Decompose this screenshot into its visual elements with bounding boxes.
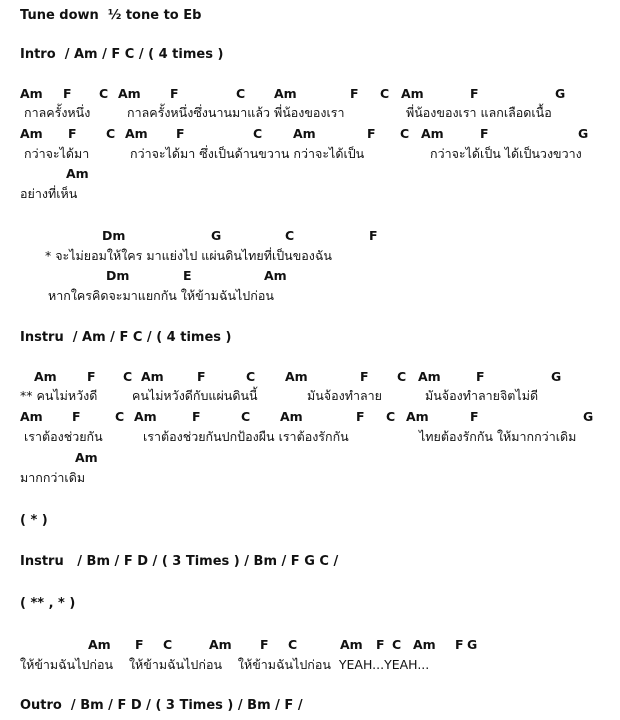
chord: Am [418,369,441,384]
chord: F [356,409,365,424]
chord: C [241,409,251,424]
instrumental-line: Instru / Bm / F D / ( 3 Times ) / Bm / F G C / [20,554,339,569]
lyric: เราต้องช่วยกันปกป้องผืน เราต้องรักกัน [143,429,349,444]
chord: C [380,86,390,101]
chord: G [211,228,222,243]
ending-lyric: ให้ข้ามฉันไปก่อน ให้ข้ามฉันไปก่อน ให้ข้ามฉันไปก่อน YEAH...YEAH... [20,657,430,672]
chord: F [63,86,72,101]
chorus-line2-lyric: หากใครคิดจะมาแยกกัน ให้ข้ามฉันไปก่อน [48,288,274,303]
tuning-note: Tune down ½ tone to Eb [20,8,202,23]
chord: Am [340,637,363,652]
chord: C [285,228,295,243]
chord: Am [118,86,141,101]
chord: Am [134,409,157,424]
chord: Am [209,637,232,652]
chord: Am [401,86,424,101]
chord: G [578,126,589,141]
chord: F [197,369,206,384]
chord: Am [20,409,43,424]
chord: C [106,126,116,141]
chord: F [260,637,269,652]
lyric: เราต้องช่วยกัน [24,429,103,444]
chord: F [68,126,77,141]
lyric: กว่าจะได้มา [24,146,90,161]
outro-line: Outro / Bm / F D / ( 3 Times ) / Bm / F / [20,698,303,713]
chord: Am [88,637,111,652]
lyric: กาลครั้งหนึ่งซึ่งนานมาแล้ว พี่น้องของเรา [127,105,345,120]
chord: F [135,637,144,652]
chord: C [115,409,125,424]
chord: C [386,409,396,424]
chord: E [183,268,192,283]
chord: G [555,86,566,101]
chord: F [470,409,479,424]
chord: G [467,637,478,652]
chord: C [123,369,133,384]
chord: Dm [106,268,130,283]
chord: F [192,409,201,424]
repeat-marker: ( * ) [20,513,48,528]
chord: Am [413,637,436,652]
chord: F [360,369,369,384]
chord: Am [285,369,308,384]
lyric: กว่าจะได้มา ซึ่งเป็นด้านขวาน กว่าจะได้เป็น [130,146,365,161]
chord: Am [66,166,89,181]
chord: Am [75,450,98,465]
intro-line: Intro / Am / F C / ( 4 times ) [20,47,224,62]
lyric: มากกว่าเดิม [20,470,86,485]
chord: C [253,126,263,141]
chord: F [72,409,81,424]
chord: C [400,126,410,141]
chord: C [392,637,402,652]
chord: C [246,369,256,384]
chord: Am [264,268,287,283]
chord: Am [274,86,297,101]
chord: F [376,637,385,652]
lyric: กาลครั้งหนึ่ง [24,105,91,120]
lyric: มันจ้องทำลายจิตไม่ดี [425,388,539,403]
chord: Am [20,86,43,101]
chorus-line1-lyric: * จะไม่ยอมให้ใคร มาแย่งไป แผ่นดินไทยที่เป็นของฉัน [45,248,332,263]
repeat-marker: ( ** , * ) [20,596,76,611]
chord: F [476,369,485,384]
lyric: คนไม่หวังดีกับแผ่นดินนี้ [132,388,258,403]
chord: G [551,369,562,384]
lyric: ** คนไม่หวังดี [20,388,98,403]
chord: Am [125,126,148,141]
chord: Am [293,126,316,141]
chord: Am [421,126,444,141]
chord: C [99,86,109,101]
lyric: อย่างที่เห็น [20,186,78,201]
lyric: มันจ้องทำลาย [307,388,382,403]
chord: F [170,86,179,101]
chord: Dm [102,228,126,243]
lyric: ไทยต้องรักกัน ให้มากกว่าเดิม [419,429,577,444]
chord: Am [20,126,43,141]
chord: Am [280,409,303,424]
chord: Am [141,369,164,384]
chord: C [288,637,298,652]
chord: F [470,86,479,101]
chord: Am [406,409,429,424]
chord: F [87,369,96,384]
chord: C [236,86,246,101]
chord: F [367,126,376,141]
chord: Am [34,369,57,384]
lyric: กว่าจะได้เป็น ได้เป็นวงขวาง [430,146,582,161]
chord: F [369,228,378,243]
chord: C [397,369,407,384]
chord: F [350,86,359,101]
chord: F [455,637,464,652]
chord: C [163,637,173,652]
chord: G [583,409,594,424]
chord: F [480,126,489,141]
chord: F [176,126,185,141]
instrumental-line: Instru / Am / F C / ( 4 times ) [20,330,232,345]
lyric: พี่น้องของเรา แลกเลือดเนื้อ [406,105,552,120]
